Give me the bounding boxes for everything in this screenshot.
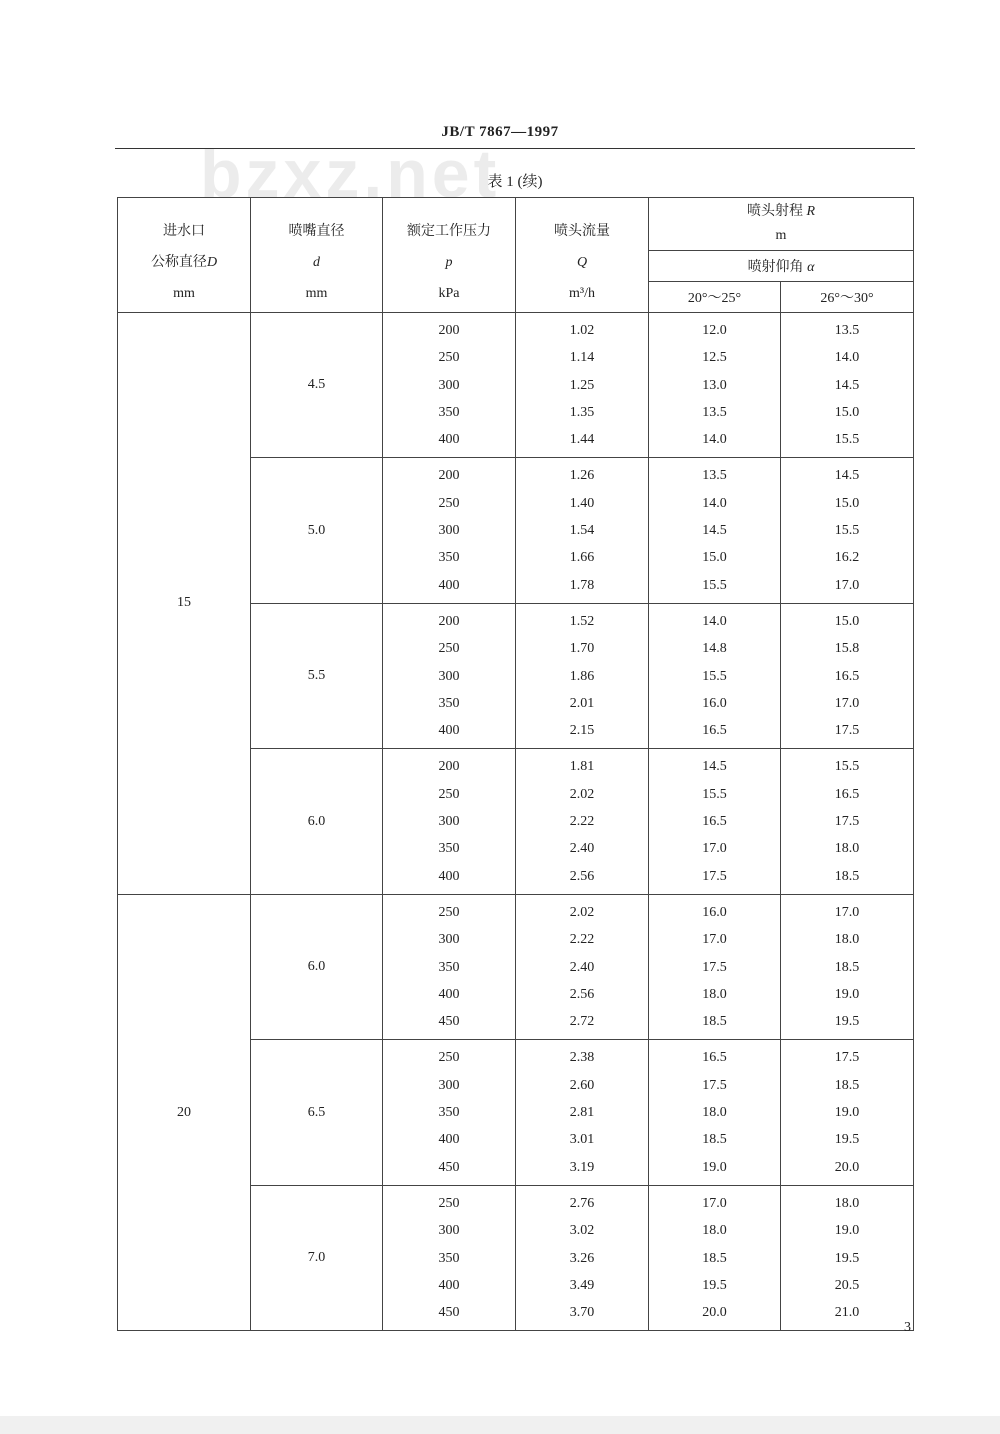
value-ra: 17.5 xyxy=(702,1077,727,1093)
value-ra: 14.8 xyxy=(702,641,727,657)
value-p: 350 xyxy=(438,959,460,975)
value-rb: 20.5 xyxy=(834,1277,860,1293)
value-ra: 14.0 xyxy=(702,495,727,511)
col-header-angle-20-25: 20°～25° xyxy=(649,282,781,313)
value-rb: 14.5 xyxy=(834,468,860,484)
value-q: 1.78 xyxy=(569,577,595,593)
value-p: 400 xyxy=(438,723,460,739)
col-header-angle-26-30: 26°～30° xyxy=(781,282,914,313)
value-rb: 21.0 xyxy=(834,1305,860,1321)
value-rb: 17.5 xyxy=(834,814,860,830)
col-header-nozzle: 喷嘴直径 d mm xyxy=(251,198,383,313)
value-cell-rb xyxy=(781,1040,914,1185)
value-cell-ra xyxy=(649,1185,781,1330)
page-number: 3 xyxy=(904,1320,911,1335)
header-rule xyxy=(115,148,915,149)
value-ra: 18.5 xyxy=(702,1250,727,1266)
col-header-flow: 喷头流量 Q m³/h xyxy=(516,198,649,313)
value-rb: 15.5 xyxy=(834,759,860,775)
value-ra: 15.5 xyxy=(702,786,727,802)
value-ra: 18.0 xyxy=(702,1105,727,1121)
inlet-diameter-cell: 20 xyxy=(118,894,251,1330)
value-rb: 19.5 xyxy=(834,1132,860,1148)
value-p: 400 xyxy=(438,1132,460,1148)
value-q: 2.56 xyxy=(569,986,595,1002)
value-cell-p xyxy=(383,458,516,603)
value-p: 400 xyxy=(438,1277,460,1293)
value-p: 200 xyxy=(438,323,460,338)
value-q: 2.15 xyxy=(569,723,595,739)
value-ra: 17.0 xyxy=(702,932,727,948)
value-p: 250 xyxy=(438,1050,460,1066)
value-rb: 20.0 xyxy=(834,1159,860,1175)
value-q: 1.02 xyxy=(569,323,595,338)
value-p: 350 xyxy=(438,841,460,857)
value-cell-q xyxy=(516,313,649,458)
value-rb: 18.0 xyxy=(834,1195,860,1211)
col-header-inlet: 进水口 公称直径D mm xyxy=(118,198,251,313)
inlet-diameter-cell: 15 xyxy=(118,313,251,895)
value-rb: 18.5 xyxy=(834,1077,860,1093)
value-cell-rb xyxy=(781,894,914,1039)
value-ra: 16.5 xyxy=(702,723,727,739)
value-rb: 14.5 xyxy=(834,377,860,393)
value-rb: 15.5 xyxy=(834,523,860,539)
value-q: 2.40 xyxy=(569,959,595,975)
nozzle-diameter-cell: 6.0 xyxy=(251,894,383,1039)
value-rb: 15.0 xyxy=(834,495,860,511)
value-ra: 19.5 xyxy=(702,1277,727,1293)
value-q: 2.02 xyxy=(569,904,595,920)
value-p: 200 xyxy=(438,613,460,629)
value-cell-ra xyxy=(649,313,781,458)
table-caption: 表 1 (续) xyxy=(487,174,543,190)
value-q: 3.19 xyxy=(569,1159,595,1175)
value-p: 300 xyxy=(438,668,460,684)
value-q: 1.26 xyxy=(569,468,595,484)
value-p: 350 xyxy=(438,550,460,566)
value-rb: 18.0 xyxy=(834,841,860,857)
value-ra: 15.0 xyxy=(702,550,727,566)
value-q: 1.70 xyxy=(569,641,595,657)
table-row xyxy=(118,313,914,458)
value-rb: 18.5 xyxy=(834,868,860,884)
value-cell-ra xyxy=(649,603,781,748)
value-q: 1.14 xyxy=(569,350,595,366)
value-rb: 18.0 xyxy=(834,932,860,948)
value-p: 450 xyxy=(438,1305,460,1321)
value-cell-p xyxy=(383,313,516,458)
value-p: 250 xyxy=(438,1195,460,1211)
value-cell-rb xyxy=(781,603,914,748)
value-rb: 19.0 xyxy=(834,986,860,1002)
value-q: 2.72 xyxy=(569,1014,595,1030)
value-ra: 15.5 xyxy=(702,668,727,684)
value-ra: 15.5 xyxy=(702,577,727,593)
value-cell-ra xyxy=(649,894,781,1039)
value-p: 350 xyxy=(438,1105,460,1121)
nozzle-diameter-cell: 5.5 xyxy=(251,603,383,748)
value-q: 2.01 xyxy=(569,695,595,711)
value-q: 2.56 xyxy=(569,868,595,884)
value-cell-q xyxy=(516,1040,649,1185)
value-p: 300 xyxy=(438,1077,460,1093)
value-q: 1.40 xyxy=(569,495,595,511)
value-ra: 12.0 xyxy=(702,323,727,338)
value-p: 350 xyxy=(438,404,460,420)
value-cell-rb xyxy=(781,458,914,603)
value-ra: 14.0 xyxy=(702,432,727,448)
value-ra: 19.0 xyxy=(702,1159,727,1175)
value-q: 2.40 xyxy=(569,841,595,857)
value-p: 350 xyxy=(438,695,460,711)
value-rb: 16.5 xyxy=(834,668,860,684)
value-q: 2.22 xyxy=(569,932,595,948)
value-q: 1.52 xyxy=(569,613,595,629)
value-ra: 17.0 xyxy=(702,841,727,857)
value-q: 1.66 xyxy=(569,550,595,566)
value-ra: 18.0 xyxy=(702,1223,727,1239)
value-rb: 18.5 xyxy=(834,959,860,975)
value-ra: 18.5 xyxy=(702,1014,727,1030)
value-q: 2.38 xyxy=(569,1050,595,1066)
value-cell-q xyxy=(516,603,649,748)
value-q: 3.26 xyxy=(569,1250,595,1266)
spec-table xyxy=(117,197,914,1331)
value-q: 2.02 xyxy=(569,786,595,802)
value-rb: 15.0 xyxy=(834,404,860,420)
value-ra: 14.5 xyxy=(702,523,727,539)
value-rb: 17.5 xyxy=(834,1050,860,1066)
value-p: 300 xyxy=(438,1223,460,1239)
watermark: bzxz.net xyxy=(200,136,501,212)
value-rb: 13.5 xyxy=(834,323,860,338)
value-q: 1.81 xyxy=(569,759,595,775)
value-ra: 18.0 xyxy=(702,986,727,1002)
value-rb: 15.8 xyxy=(834,641,860,657)
value-ra: 16.5 xyxy=(702,1050,727,1066)
value-ra: 14.5 xyxy=(702,759,727,775)
value-rb: 19.5 xyxy=(834,1014,860,1030)
viewer-bottom-bar xyxy=(0,1416,1000,1434)
value-q: 2.81 xyxy=(569,1105,595,1121)
value-q: 2.60 xyxy=(569,1077,595,1093)
value-rb: 14.0 xyxy=(834,350,860,366)
standard-number: JB/T 7867—1997 xyxy=(441,124,559,140)
value-rb: 15.0 xyxy=(834,613,860,629)
value-p: 400 xyxy=(438,432,460,448)
value-ra: 17.0 xyxy=(702,1195,727,1211)
value-ra: 12.5 xyxy=(702,350,727,366)
value-ra: 13.5 xyxy=(702,404,727,420)
value-q: 2.22 xyxy=(569,814,595,830)
value-p: 300 xyxy=(438,814,460,830)
value-p: 250 xyxy=(438,641,460,657)
value-p: 450 xyxy=(438,1014,460,1030)
nozzle-diameter-cell: 6.5 xyxy=(251,1040,383,1185)
value-rb: 16.2 xyxy=(834,550,860,566)
value-q: 3.49 xyxy=(569,1277,595,1293)
value-ra: 14.0 xyxy=(702,613,727,629)
value-q: 1.25 xyxy=(569,377,595,393)
value-cell-p xyxy=(383,603,516,748)
value-p: 250 xyxy=(438,904,460,920)
value-cell-rb xyxy=(781,749,914,894)
value-rb: 17.0 xyxy=(834,577,860,593)
value-p: 400 xyxy=(438,868,460,884)
value-ra: 17.5 xyxy=(702,959,727,975)
value-q: 3.02 xyxy=(569,1223,595,1239)
value-p: 300 xyxy=(438,523,460,539)
nozzle-diameter-cell: 7.0 xyxy=(251,1185,383,1330)
value-q: 1.35 xyxy=(569,404,595,420)
value-p: 250 xyxy=(438,786,460,802)
col-header-angle: 喷射仰角 α xyxy=(649,251,914,282)
nozzle-diameter-cell: 6.0 xyxy=(251,749,383,894)
table-row xyxy=(118,894,914,1039)
value-p: 450 xyxy=(438,1159,460,1175)
value-q: 3.01 xyxy=(569,1132,595,1148)
value-p: 400 xyxy=(438,986,460,1002)
value-cell-q xyxy=(516,749,649,894)
value-cell-rb xyxy=(781,1185,914,1330)
value-p: 250 xyxy=(438,495,460,511)
value-p: 300 xyxy=(438,377,460,393)
value-cell-rb xyxy=(781,313,914,458)
value-rb: 15.5 xyxy=(834,432,860,448)
value-ra: 13.0 xyxy=(702,377,727,393)
value-cell-q xyxy=(516,1185,649,1330)
value-q: 1.44 xyxy=(569,432,595,448)
value-cell-ra xyxy=(649,749,781,894)
value-rb: 17.5 xyxy=(834,723,860,739)
value-q: 3.70 xyxy=(569,1305,595,1321)
value-q: 1.54 xyxy=(569,523,595,539)
value-rb: 17.0 xyxy=(834,904,860,920)
value-ra: 16.0 xyxy=(702,695,727,711)
value-cell-q xyxy=(516,894,649,1039)
value-q: 1.86 xyxy=(569,668,595,684)
value-ra: 17.5 xyxy=(702,868,727,884)
col-header-range: 喷头射程 R m xyxy=(649,198,914,251)
value-cell-p xyxy=(383,1040,516,1185)
value-rb: 19.5 xyxy=(834,1250,860,1266)
value-rb: 16.5 xyxy=(834,786,860,802)
value-p: 300 xyxy=(438,932,460,948)
value-p: 400 xyxy=(438,577,460,593)
value-cell-p xyxy=(383,749,516,894)
value-ra: 20.0 xyxy=(702,1305,727,1321)
nozzle-diameter-cell: 5.0 xyxy=(251,458,383,603)
value-rb: 19.0 xyxy=(834,1105,860,1121)
value-cell-ra xyxy=(649,458,781,603)
value-rb: 17.0 xyxy=(834,695,860,711)
value-rb: 19.0 xyxy=(834,1223,860,1239)
value-cell-ra xyxy=(649,1040,781,1185)
value-ra: 18.5 xyxy=(702,1132,727,1148)
value-cell-p xyxy=(383,1185,516,1330)
value-ra: 16.0 xyxy=(702,904,727,920)
nozzle-diameter-cell: 4.5 xyxy=(251,313,383,458)
value-q: 2.76 xyxy=(569,1195,595,1211)
table-body xyxy=(118,313,914,1331)
col-header-pressure: 额定工作压力 p kPa xyxy=(383,198,516,313)
value-ra: 13.5 xyxy=(702,468,727,484)
value-p: 250 xyxy=(438,350,460,366)
value-p: 350 xyxy=(438,1250,460,1266)
value-cell-p xyxy=(383,894,516,1039)
value-ra: 16.5 xyxy=(702,814,727,830)
value-cell-q xyxy=(516,458,649,603)
value-p: 200 xyxy=(438,759,460,775)
value-p: 200 xyxy=(438,468,460,484)
